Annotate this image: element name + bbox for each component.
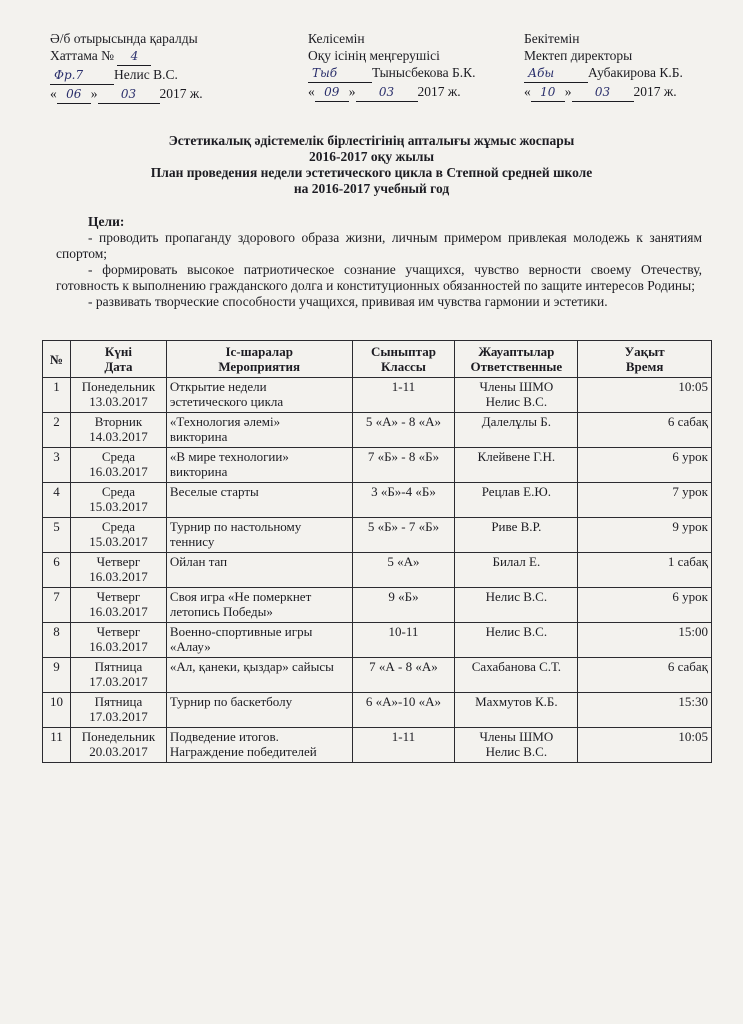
title-line-3: План проведения недели эстетического цикла в Степной средней школе: [150, 165, 593, 180]
cell-classes: 5 «А»: [352, 553, 455, 588]
approval-middle-line2: Оқу ісінің меңгерушісі: [308, 48, 440, 63]
cell-classes: 10-11: [352, 623, 455, 658]
cell-event: «В мире технологии» викторина: [166, 448, 352, 483]
header-event: Іс-шаралар Мероприятия: [166, 341, 352, 378]
table-row: [43, 658, 712, 693]
cell-time: 10:05: [578, 728, 712, 763]
cell-number: 3: [43, 448, 71, 483]
cell-number: 5: [43, 518, 71, 553]
approval-middle-month: 03: [356, 84, 418, 102]
cell-event: Открытие недели эстетического цикла: [166, 378, 352, 413]
cell-date: Среда 16.03.2017: [70, 448, 166, 483]
cell-classes: 5 «Б» - 7 «Б»: [352, 518, 455, 553]
cell-classes: 7 «А - 8 «А»: [352, 658, 455, 693]
cell-time: 10:05: [578, 378, 712, 413]
header-responsible: Жауаптылар Ответственные: [455, 341, 578, 378]
cell-classes: 5 «А» - 8 «А»: [352, 413, 455, 448]
table-row: [43, 728, 712, 763]
goals-section: [56, 214, 702, 310]
cell-date: Среда 15.03.2017: [70, 518, 166, 553]
cell-time: 6 урок: [578, 448, 712, 483]
cell-date: Вторник 14.03.2017: [70, 413, 166, 448]
cell-number: 11: [43, 728, 71, 763]
approval-middle-year: 2017 ж.: [417, 84, 461, 99]
cell-responsible: Далелұлы Б.: [455, 413, 578, 448]
table-row: [43, 483, 712, 518]
protocol-number: 4: [117, 48, 151, 66]
approval-right-day: 10: [531, 84, 565, 102]
goal-item: - развивать творческие способности учащихся, прививая им чувства гармонии и эстетики.: [88, 294, 608, 309]
approval-reviewed: Ә/б отырысында қаралды Хаттама № 4 Фр.7 Нелис В.С. « 06 » 03 2017 ж.: [50, 30, 203, 104]
approval-middle-day: 09: [315, 84, 349, 102]
cell-event: Турнир по настольному теннису: [166, 518, 352, 553]
approval-header: [50, 30, 710, 100]
cell-responsible: Нелис В.С.: [455, 623, 578, 658]
cell-time: 1 сабақ: [578, 553, 712, 588]
approval-right-name: Аубакирова К.Б.: [588, 65, 683, 80]
cell-classes: 1-11: [352, 728, 455, 763]
approval-middle-line1: Келісемін: [308, 31, 365, 46]
cell-classes: 3 «Б»-4 «Б»: [352, 483, 455, 518]
cell-event: «Ал, қанеки, қыздар» сайысы: [166, 658, 352, 693]
table-row: [43, 693, 712, 728]
header-classes: Сыныптар Классы: [352, 341, 455, 378]
cell-responsible: Билал Е.: [455, 553, 578, 588]
cell-event: Веселые старты: [166, 483, 352, 518]
cell-event: «Технология әлемі» викторина: [166, 413, 352, 448]
table-header-row: [43, 341, 712, 378]
cell-responsible: Махмутов К.Б.: [455, 693, 578, 728]
approval-right-line2: Мектеп директоры: [524, 48, 633, 63]
cell-responsible: Рецлав Е.Ю.: [455, 483, 578, 518]
table-row: [43, 413, 712, 448]
table-row: [43, 588, 712, 623]
cell-number: 2: [43, 413, 71, 448]
cell-date: Четверг 16.03.2017: [70, 553, 166, 588]
cell-event: Турнир по баскетболу: [166, 693, 352, 728]
cell-date: Пятница 17.03.2017: [70, 658, 166, 693]
header-time: Уақыт Время: [578, 341, 712, 378]
cell-time: 6 сабақ: [578, 413, 712, 448]
approval-left-line1: Ә/б отырысында қаралды: [50, 31, 198, 46]
header-date: Күні Дата: [70, 341, 166, 378]
cell-responsible: Сахабанова С.Т.: [455, 658, 578, 693]
cell-number: 8: [43, 623, 71, 658]
cell-event: Подведение итогов. Награждение победителей: [166, 728, 352, 763]
header-number: №: [43, 341, 71, 378]
approval-left-name: Нелис В.С.: [114, 67, 178, 82]
approval-agreed: Келісемін Оқу ісінің меңгерушісі Тыб Тынысбекова Б.К. « 09 » 03 2017 ж.: [308, 30, 475, 102]
cell-number: 10: [43, 693, 71, 728]
cell-date: Понедельник 20.03.2017: [70, 728, 166, 763]
title-line-4: на 2016-2017 учебный год: [293, 181, 450, 196]
table-row: [43, 518, 712, 553]
approval-right-line1: Бекітемін: [524, 31, 580, 46]
cell-classes: 1-11: [352, 378, 455, 413]
table-row: [43, 448, 712, 483]
cell-time: 15:30: [578, 693, 712, 728]
table-body: [43, 378, 712, 763]
signature-middle: Тыб: [308, 65, 372, 83]
approval-middle-name: Тынысбекова Б.К.: [372, 65, 476, 80]
document-title: [40, 133, 703, 197]
approval-left-month: 03: [98, 86, 160, 104]
cell-time: 9 урок: [578, 518, 712, 553]
cell-responsible: Нелис В.С.: [455, 588, 578, 623]
cell-event: Ойлан тап: [166, 553, 352, 588]
signature-left: Фр.7: [50, 67, 114, 85]
approval-right-month: 03: [572, 84, 634, 102]
cell-classes: 9 «Б»: [352, 588, 455, 623]
approval-left-year: 2017 ж.: [159, 86, 203, 101]
cell-number: 1: [43, 378, 71, 413]
cell-date: Четверг 16.03.2017: [70, 588, 166, 623]
cell-event: Военно-спортивные игры «Алау»: [166, 623, 352, 658]
goal-item: - проводить пропаганду здорового образа жизни, личным примером привлекая молодежь к занятиям спортом;: [56, 230, 702, 261]
cell-time: 6 урок: [578, 588, 712, 623]
cell-date: Четверг 16.03.2017: [70, 623, 166, 658]
cell-time: 7 урок: [578, 483, 712, 518]
table-row: [43, 378, 712, 413]
goal-item: - формировать высокое патриотическое сознание учащихся, чувство верности своему Отечеству, готовность к выполнению гражданского долга и конституционных обязанностей по защите интересов Родины;: [56, 262, 702, 293]
cell-responsible: Риве В.Р.: [455, 518, 578, 553]
table-row: [43, 623, 712, 658]
cell-number: 6: [43, 553, 71, 588]
approval-right-year: 2017 ж.: [633, 84, 677, 99]
signature-right: Абы: [524, 65, 588, 83]
approval-approved: Бекітемін Мектеп директоры Абы Аубакирова К.Б. « 10 » 03 2017 ж.: [524, 30, 683, 102]
cell-time: 6 сабақ: [578, 658, 712, 693]
cell-classes: 6 «А»-10 «А»: [352, 693, 455, 728]
cell-event: Своя игра «Не померкнет летопись Победы»: [166, 588, 352, 623]
cell-responsible: Клейвене Г.Н.: [455, 448, 578, 483]
title-line-1: Эстетикалық әдістемелік бірлестігінің апталығы жұмыс жоспары: [168, 133, 575, 148]
cell-number: 9: [43, 658, 71, 693]
protocol-label: Хаттама №: [50, 48, 115, 63]
schedule-table: [42, 340, 712, 763]
goals-heading: Цели:: [88, 214, 125, 229]
title-line-2: 2016-2017 оқу жылы: [309, 149, 434, 164]
table-row: [43, 553, 712, 588]
cell-time: 15:00: [578, 623, 712, 658]
cell-number: 7: [43, 588, 71, 623]
cell-classes: 7 «Б» - 8 «Б»: [352, 448, 455, 483]
cell-date: Пятница 17.03.2017: [70, 693, 166, 728]
approval-left-day: 06: [57, 86, 91, 104]
cell-date: Понедельник 13.03.2017: [70, 378, 166, 413]
cell-responsible: Члены ШМО Нелис В.С.: [455, 728, 578, 763]
cell-date: Среда 15.03.2017: [70, 483, 166, 518]
cell-responsible: Члены ШМО Нелис В.С.: [455, 378, 578, 413]
schedule-table-wrapper: [42, 340, 712, 763]
cell-number: 4: [43, 483, 71, 518]
